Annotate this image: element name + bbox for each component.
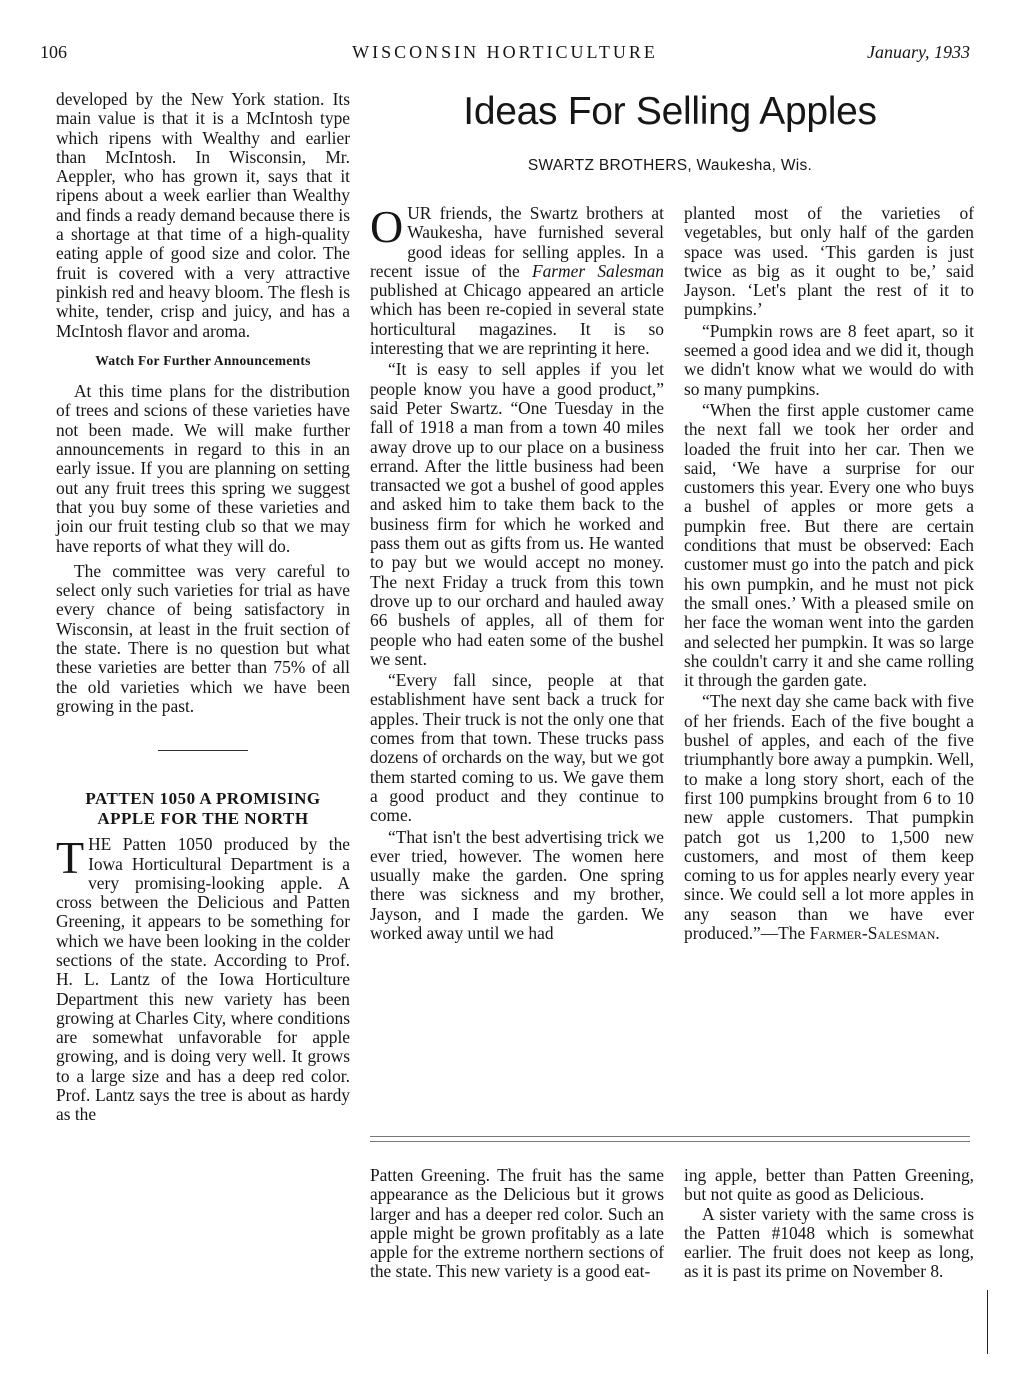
- announcements-subhead: Watch For Further Announcements: [95, 352, 311, 368]
- source-credit: Farmer-Salesman.: [809, 922, 940, 943]
- right-column: [684, 204, 974, 943]
- story-paragraph-1: “It is easy to sell apples if you let people know you have a good product,” said Peter Swartz. “One Tuesday in the fall of 1918 a man from a town 40 miles away drove up to our place on a business errand. After the little business had been transacted we got a bushel of good apples and asked him to take them back to the business firm for which he worked and pass them out as gifts from us. He wanted to pay but we would accept no money. The next Friday a truck from this town drove up to our orchard and hauled away 66 bushels of apples, all of them for people who had eaten some of the bushel we sent.: [370, 359, 664, 669]
- running-header: [40, 40, 970, 64]
- lead-paragraph: [370, 201, 665, 359]
- announcement-paragraph-2: The committee was very careful to select only such varieties for trial as have every chance of being satisfactory in Wisconsin, at least in the fruit section of the state. There is no question but what these varieties are better than 75% of all the old varieties which we have been growing in the past.: [56, 560, 350, 716]
- right-paragraph-3: “When the first apple customer came the next fall we took her order and loaded the fruit into her car. Then we said, ‘We have a surprise for our customers this year. Every one who buys a bushel of apples or more gets a pumpkin free. But there are certain conditions that must be observed: Each customer must go into the patch and pick his own pumpkin, and he must not pick the small ones.’ With a pleased smile on her face the woman went into the garden and selected her pumpkin. It was so large she couldn't carry it and she came rolling it through the garden gate.: [684, 399, 974, 691]
- magazine-name: Farmer Salesman: [531, 260, 665, 281]
- margin-line: [987, 1290, 988, 1354]
- lead-text-after: published at Chicago appeared an article which has been re-copied in several state horticultural magazines. It is so interesting that we are reprinting it here.: [370, 280, 664, 359]
- article-title: Ideas For Selling Apples: [463, 90, 877, 133]
- patten-paragraph: [56, 832, 350, 1125]
- journal-title: WISCONSIN HORTICULTURE: [352, 42, 658, 62]
- patten-paragraph-text: HE Patten 1050 produced by the Iowa Horticultural Department is a very promising-looking apple. A cross between the Delicious and Patten Greening, it appears to be something for which we have been looking in the colder sections of the state. According to Prof. H. L. Lantz of the Iowa Horticulture Department this new variety has been growing at Charles City, where conditions are somewhat unfavorable for apple growing, and is doing very well. It grows to a large size and has a deep red color. Prof. Lantz says the tree is about as hardy as the: [56, 834, 350, 1125]
- story-paragraph-2: “Every fall since, people at that establishment have sent back a truck for apples. Their truck is not the only one that comes from that town. These trucks pass dozens of orchards on the way, but we got them started coming to us. We gave them a good product and they continue to come.: [370, 670, 664, 826]
- left-column: [56, 90, 350, 1125]
- article-separator: [370, 1136, 970, 1142]
- continuation-right-column: [684, 1166, 974, 1282]
- continuation-paragraph-right-2: A sister variety with the same cross is the Patten #1048 which is somewhat earlier. The fruit does not keep as long, as it is past its prime on November 8.: [684, 1203, 974, 1282]
- continuation-paragraph-right-1: ing apple, better than Patten Greening, but not quite as good as Delicious.: [684, 1165, 974, 1205]
- section-divider: [158, 750, 248, 751]
- issue-date: January, 1933: [867, 42, 970, 62]
- middle-column: [370, 201, 665, 943]
- article-byline: SWARTZ BROTHERS, Waukesha, Wis.: [527, 157, 813, 174]
- right-paragraph-4: [684, 692, 974, 943]
- page-number: 106: [40, 42, 67, 62]
- intro-paragraph: developed by the New York station. Its main value is that it is a McIntosh type which ripens with Wealthy and earlier than McIntosh. In Wisconsin, Mr. Aeppler, who has grown it, says that it ripens about a week earlier than Wealthy and finds a ready demand because there is a shortage at that time of a high-quality eating apple of good size and color. The fruit is covered with a very attractive pinkish red and heavy bloom. The flesh is white, tender, crisp and juicy, and has a McIntosh flavor and aroma.: [56, 89, 350, 341]
- right-paragraph-2: “Pumpkin rows are 8 feet apart, so it seemed a good idea and we did it, though we didn't know what we would do with so many pumpkins.: [684, 320, 974, 399]
- right-paragraph-4-text: “The next day she came back with five of her friends. Each of the five bought a bushel of apples, and each of the five triumphantly bore away a pumpkin. Well, to make a long story short, each of the first 100 pumpkins brought from 6 to 10 new apple customers. That pumpkin patch got us 1,200 to 1,500 new customers, and most of them keep coming to us for apples nearly every year since. We could sell a lot more apples in any season than we have ever produced.”—The: [684, 691, 974, 943]
- continuation-middle-column: [370, 1166, 664, 1282]
- announcement-paragraph-1: At this time plans for the distribution of trees and scions of these varieties have not been made. We will make further announcements in regard to this in an early issue. If you are planning on setting out any fruit trees this spring we suggest that you buy some of these varieties and join our fruit testing club so that we may have reports of what they will do.: [56, 381, 350, 556]
- continuation-paragraph-middle: Patten Greening. The fruit has the same appearance as the Delicious but it grows larger and has a deeper red color. Such an apple might be grown profitably as a late apple for the extreme northern sections of the state. This new variety is a good eat-: [370, 1165, 664, 1282]
- lead-text-before: UR friends, the Swartz brothers at Waukesha, have furnished several good ideas for selling apples. In a recent issue of the: [370, 203, 664, 281]
- drop-cap-t: T: [56, 832, 85, 884]
- right-paragraph-1: planted most of the varieties of vegetables, but only half of the garden space was used. ‘This garden is just twice as big as it ought to be,’ said Jayson. ‘Let's plant the rest of it to pumpkins.’: [684, 203, 974, 320]
- patten-section-title: PATTEN 1050 A PROMISING APPLE FOR THE NORTH: [85, 789, 321, 829]
- drop-cap-o: O: [370, 201, 404, 252]
- story-paragraph-3: “That isn't the best advertising trick we ever tried, however. The women here usually make the garden. One spring there was sickness and my brother, Jayson, and I made the garden. We worked away until we had: [370, 826, 664, 943]
